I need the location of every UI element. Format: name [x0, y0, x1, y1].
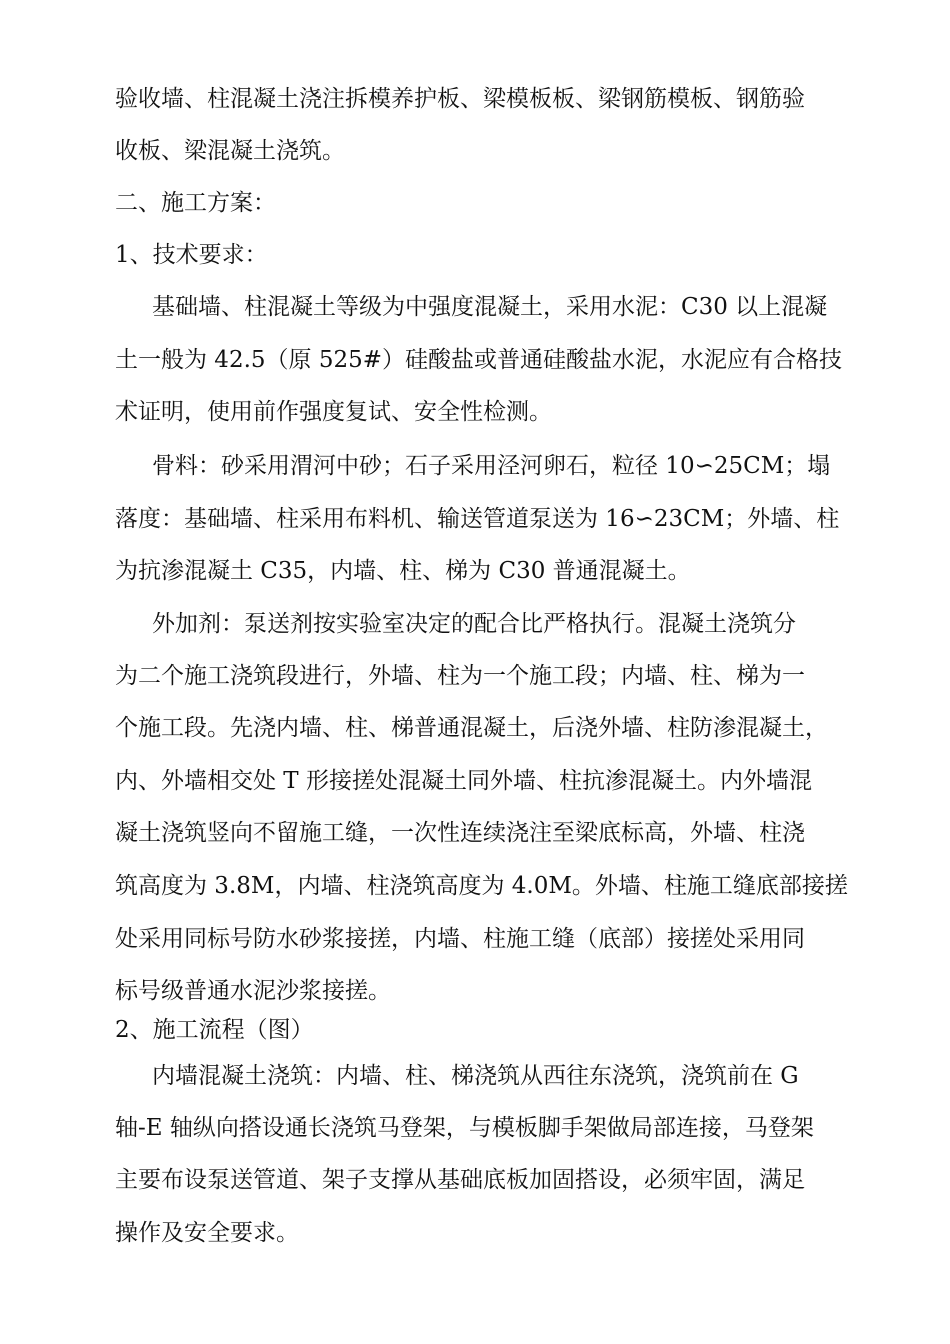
body-text-line: 个施工段。先浇内墙、柱、梯普通混凝土，后浇外墙、柱防渗混凝土，: [115, 715, 828, 741]
body-text-line: 内墙混凝土浇筑：内墙、柱、梯浇筑从西往东浇筑，浇筑前在 G: [152, 1063, 799, 1089]
body-text-line: 土一般为 42.5（原 525#）硅酸盐或普通硅酸盐水泥，水泥应有合格技: [115, 347, 843, 373]
subsection-heading: 1、技术要求：: [115, 242, 268, 268]
section-heading: 二、施工方案：: [115, 190, 276, 216]
body-text-line: 筑高度为 3.8M，内墙、柱浇筑高度为 4.0M。外墙、柱施工缝底部接搓: [115, 873, 848, 899]
body-text-line: 落度：基础墙、柱采用布料机、输送管道泵送为 16∽23CM；外墙、柱: [115, 506, 840, 532]
subsection-heading: 2、施工流程（图）: [115, 1017, 314, 1043]
body-text-line: 轴-E 轴纵向搭设通长浇筑马登架，与模板脚手架做局部连接，马登架: [115, 1115, 814, 1141]
body-text-line: 处采用同标号防水砂浆接搓，内墙、柱施工缝（底部）接搓处采用同: [115, 926, 805, 952]
body-text-line: 骨料：砂采用渭河中砂；石子采用泾河卵石，粒径 10∽25CM；塌: [152, 453, 831, 479]
body-text-line: 标号级普通水泥沙浆接搓。: [115, 978, 391, 1004]
body-text-line: 凝土浇筑竖向不留施工缝，一次性连续浇注至梁底标高，外墙、柱浇: [115, 820, 805, 846]
body-text-line: 基础墙、柱混凝土等级为中强度混凝土，采用水泥：C30 以上混凝: [152, 294, 828, 320]
body-text-line: 外加剂：泵送剂按实验室决定的配合比严格执行。混凝土浇筑分: [152, 611, 796, 637]
body-text-line: 为二个施工浇筑段进行，外墙、柱为一个施工段；内墙、柱、梯为一: [115, 663, 805, 689]
body-text-line: 内、外墙相交处 T 形接搓处混凝土同外墙、柱抗渗混凝土。内外墙混: [115, 768, 812, 794]
body-text-line: 术证明，使用前作强度复试、安全性检测。: [115, 399, 552, 425]
body-text-line: 验收墙、柱混凝土浇注拆模养护板、梁模板板、梁钢筋模板、钢筋验: [115, 86, 805, 112]
body-text-line: 主要布设泵送管道、架子支撑从基础底板加固搭设，必须牢固，满足: [115, 1167, 805, 1193]
body-text-line: 操作及安全要求。: [115, 1220, 299, 1246]
body-text-line: 为抗渗混凝土 C35，内墙、柱、梯为 C30 普通混凝土。: [115, 558, 691, 584]
body-text-line: 收板、梁混凝土浇筑。: [115, 138, 345, 164]
